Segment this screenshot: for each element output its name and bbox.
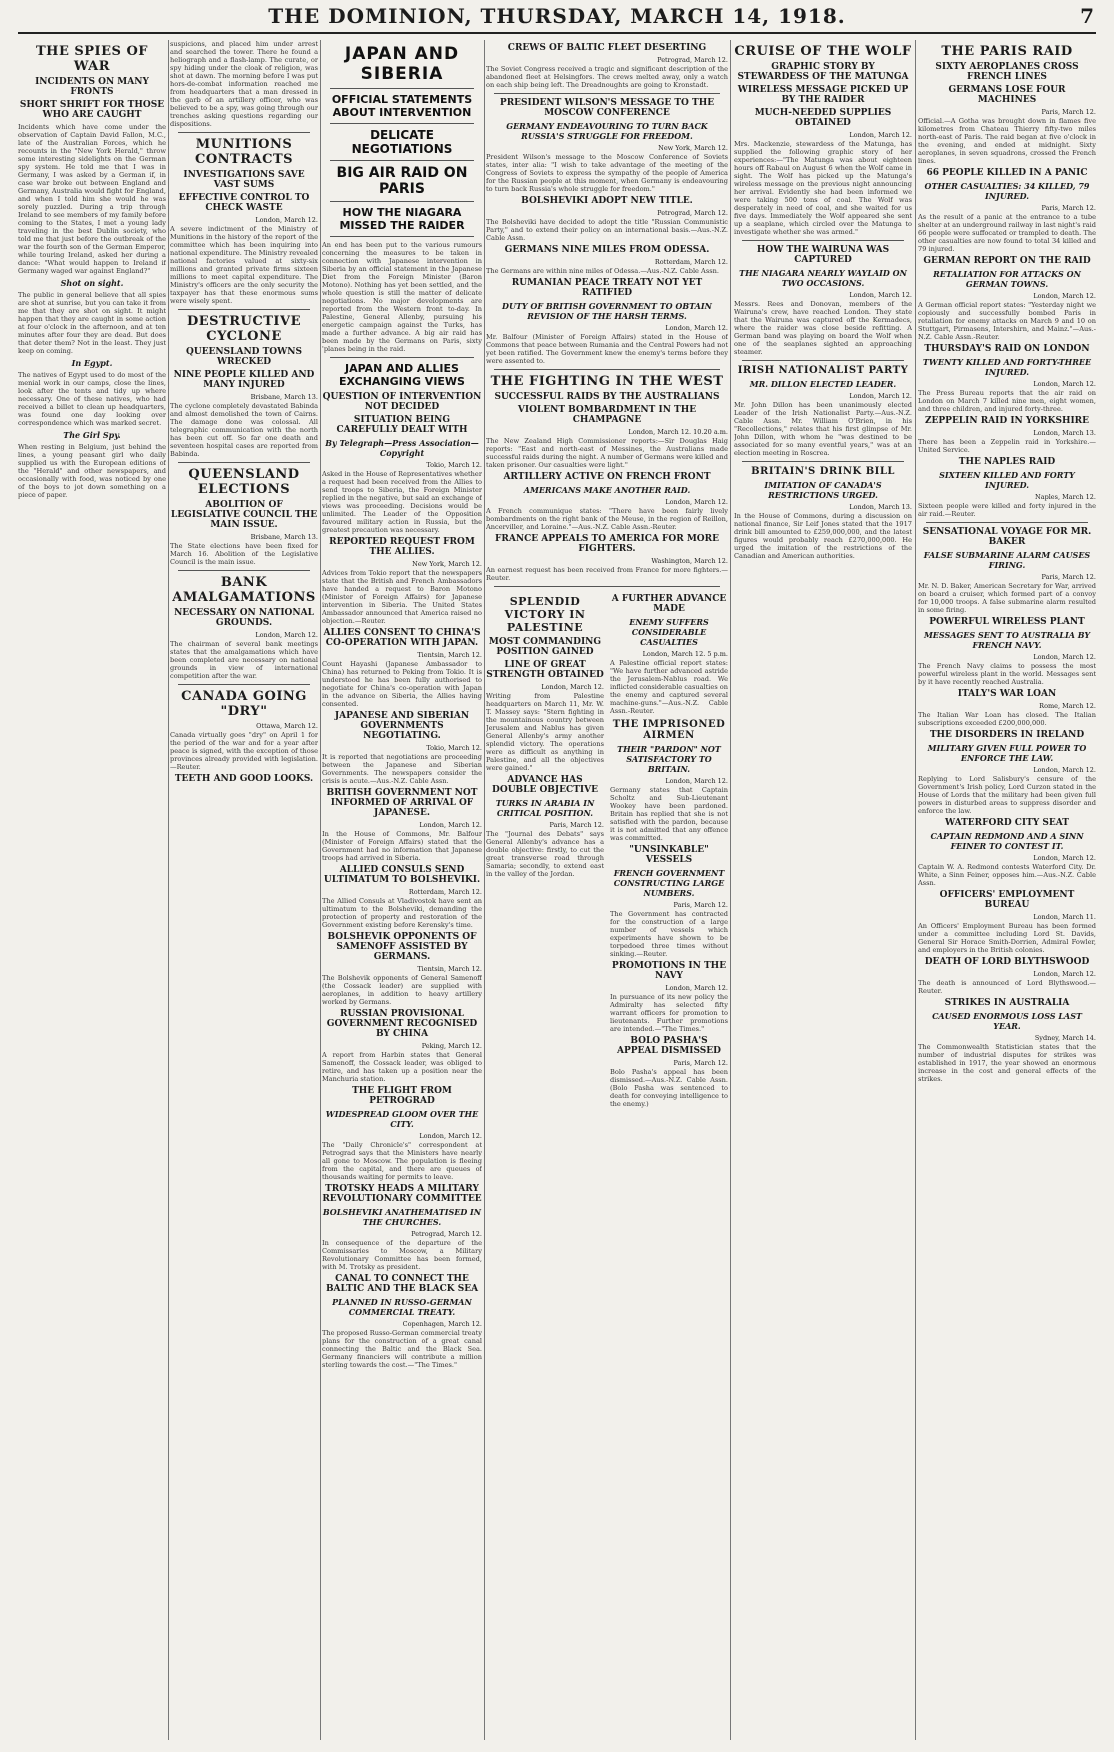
dateline: Tientsin, March 12. bbox=[417, 965, 482, 973]
article-body: A French communique states: "There have been fairly lively bombardments on the right bank of the Meuse, in the region of Reillon, Ancerviller, and Loraine."—Aus.-N.Z. Cable Assn.-Reuter. bbox=[486, 507, 728, 531]
dateline: Paris, March 12. bbox=[673, 901, 728, 909]
article-body: The Press Bureau reports that the air raid on London on March 7 killed nine men, eight women, and three children, and injured forty-three. bbox=[918, 389, 1096, 413]
article-subtitle: SIXTY AEROPLANES CROSS FRENCH LINES bbox=[935, 62, 1079, 82]
article-body: The Bolshevik opponents of General Samenoff (the Cossack leader) are supplied with aeroplanes, in addition to heavy artillery worked by Germans. bbox=[322, 974, 482, 1006]
article-title: THE IMPRISONED AIRMEN bbox=[612, 719, 726, 741]
section-heading: Shot on sight. bbox=[60, 278, 124, 288]
article-body: As the result of a panic at the entrance to a tube shelter at an underground railway in last night's raid 66 people were suffocated or trampled to death. The other casualties are now found to total 34 killed and 79 injured. bbox=[918, 213, 1096, 253]
article-subtitle: SITUATION BEING CAREFULLY DEALT WITH bbox=[336, 415, 468, 435]
column-3 bbox=[322, 40, 482, 1740]
article-body: An earnest request has been received from France for more fighters.—Reuter. bbox=[486, 566, 728, 582]
article-title: THE DISORDERS IN IRELAND bbox=[929, 730, 1085, 740]
column-1 bbox=[18, 40, 166, 1740]
article-body: In pursuance of its new policy the Admiralty has selected fifty warrant officers for promotion to lieutenants. Further promotions are intended.—"The Times." bbox=[610, 993, 728, 1033]
article-title: ITALY'S WAR LOAN bbox=[957, 689, 1057, 699]
dateline: Paris, March 12. bbox=[549, 821, 604, 829]
article-body: Captain W. A. Redmond contests Waterford City. Dr. White, a Sinn Feiner, opposes him.—Aus.-N.Z. Cable Assn. bbox=[918, 863, 1096, 887]
dateline: Paris, March 12. bbox=[1041, 204, 1096, 212]
article-title: THE FIGHTING IN THE WEST bbox=[490, 374, 724, 389]
article-title: DESTRUCTIVE CYCLONE bbox=[187, 314, 301, 344]
article-body: suspicions, and placed him under arrest and searched the tower. There he found a heliograph and a flash-lamp. The curate, or spy hiding under the cloak of religion, was shot at dawn. The morning before I was put hors-de-combat information reached me from headquarters that a man dressed in the garb of an artillery officer, who was believed to be a spy, was going through our trenches asking questions regarding our dispositions. bbox=[170, 40, 318, 128]
dateline: Washington, March 12. bbox=[651, 557, 728, 565]
article-body: The Allied Consuls at Vladivostok have sent an ultimatum to the Bolsheviki, demanding the protection of property and restoration of the Government existing before Kerensky's time. bbox=[322, 897, 482, 929]
dateline: London, March 12. bbox=[665, 777, 728, 785]
article-subtitle: ENEMY SUFFERS CONSIDERABLE CASUALTIES bbox=[629, 617, 709, 647]
article-subtitle: AMERICANS MAKE ANOTHER RAID. bbox=[523, 485, 691, 495]
dateline: London, March 12. bbox=[1033, 380, 1096, 388]
dateline: Rome, March 12. bbox=[1039, 702, 1096, 710]
article-body: Sixteen people were killed and forty injured in the air raid.—Reuter. bbox=[918, 502, 1096, 518]
article-body: In the House of Commons, Mr. Balfour (Minister of Foreign Affairs) stated that the Government had no information that Japanese troops had arrived in Siberia. bbox=[322, 830, 482, 862]
article-subtitle: TROTSKY HEADS A MILITARY REVOLUTIONARY COMMITTEE bbox=[322, 1184, 482, 1204]
dateline: London, March 12. bbox=[849, 392, 912, 400]
article-subtitle: FRENCH GOVERNMENT CONSTRUCTING LARGE NUMBERS. bbox=[613, 868, 725, 898]
article-body: The Soviet Congress received a tragic and significant description of the abandoned fleet at Helsingfors. The crews melted away, only a watch on each ship being left. The Dreadnoughts are going to Kronstadt. bbox=[486, 65, 728, 89]
article-body: Incidents which have come under the observation of Captain David Fallon, M.C., late of the Australian Forces, which he recounts in the "New York Herald," throw some interesting sidelights on the German spy system. He told me that I was in Germany, I was asked by a German if, in case war broke out between England and Germany, Australia would fight for England, and when I told him she would he was sorely puzzled. During a trip through Ireland to see members of my family before coming to the States, I met a young lady traveling in the best Dublin society, who told me that just before the outbreak of the war the fourth son of the German Emperor, while touring Ireland, asked her during a dance: "What would happen to Ireland if Germany waged war against England?" bbox=[18, 123, 166, 275]
column-divider bbox=[915, 40, 916, 1740]
dateline: London, March 12. bbox=[849, 291, 912, 299]
dateline: London, March 12. bbox=[1033, 653, 1096, 661]
article-subtitle: QUESTION OF INTERVENTION NOT DECIDED bbox=[322, 392, 482, 412]
article-body: The cyclone completely devastated Babinda and almost demolished the town of Cairns. The damage done was colossal. All telegraphic communication with the north has been cut off. So far one death and seventeen hospital cases are reported from Babinda. bbox=[170, 402, 318, 458]
column-6 bbox=[918, 40, 1096, 1740]
article-subtitle: CANAL TO CONNECT THE BALTIC AND THE BLACK SEA bbox=[325, 1274, 479, 1294]
article-body: In consequence of the departure of the Commissaries to Moscow, a Military Revolutionary Committee has been formed, with M. Trotsky as president. bbox=[322, 1239, 482, 1271]
dateline: London, March 12. 5 p.m. bbox=[642, 650, 728, 658]
dateline: Peking, March 12. bbox=[421, 1042, 482, 1050]
dateline: London, March 12. bbox=[1033, 766, 1096, 774]
two-col-block bbox=[486, 591, 728, 1111]
article-subtitle: ALLIES CONSENT TO CHINA'S CO-OPERATION WITH JAPAN. bbox=[323, 628, 481, 648]
column-divider bbox=[484, 40, 485, 1740]
article-title: THE PARIS RAID bbox=[941, 44, 1073, 59]
article-body: Advices from Tokio report that the newspapers state that the British and French Ambassadors have handed a request to Baron Motono (Minister of Foreign Affairs) for Japanese intervention in Siberia. The United States Ambassador announced that America raised no objection.—Reuter. bbox=[322, 569, 482, 625]
article-body: An end has been put to the various rumours concerning the measures to be taken in connection with Japanese intervention in Siberia by an official statement in the Japanese Diet from the Foreign Minister (Baron Motono). Nothing has yet been settled, and the whole question is still the matter of delicate negotiations. No major developments are reported from the Western front to-day. In Palestine, General Allenby, pursuing his energetic campaign against the Turks, has made a further advance. A big air raid has been made by the Germans on Paris, sixty 'planes being in the raid. bbox=[322, 241, 482, 353]
article-title: A FURTHER ADVANCE MADE bbox=[611, 594, 727, 614]
article-subtitle: SHORT SHRIFT FOR THOSE WHO ARE CAUGHT bbox=[19, 100, 165, 120]
article-body: The French Navy claims to possess the most powerful wireless plant in the world. Messages sent by it have recently reached Australia. bbox=[918, 662, 1096, 686]
article-subtitle: TEETH AND GOOD LOOKS. bbox=[174, 774, 314, 784]
article-subtitle: INVESTIGATIONS SAVE VAST SUMS bbox=[183, 170, 305, 190]
article-title: IRISH NATIONALIST PARTY bbox=[737, 365, 909, 376]
dateline: London, March 12. bbox=[541, 683, 604, 691]
dateline: Ottawa, March 12. bbox=[256, 722, 318, 730]
article-subtitle: TWENTY KILLED AND FORTY-THREE INJURED. bbox=[922, 357, 1092, 377]
article-body: The "Journal des Debats" says General Allenby's advance has a double objective: firstly, to cut the great transverse road through Samaria; secondly, to extend east in the valley of the Jordan. bbox=[486, 830, 604, 878]
column-4 bbox=[486, 40, 728, 1740]
article-subtitle: DUTY OF BRITISH GOVERNMENT TO OBTAIN REVISION OF THE HARSH TERMS. bbox=[502, 301, 712, 321]
dateline: London, March 13. bbox=[1033, 429, 1096, 437]
article-body: A German official report states: "Yesterday night we copiously and successfully bombed Paris in retaliation for enemy attacks on March 9 and 10 on Stuttgart, Pirmasens, Intershirn, and Mainz."—Aus.-N.Z. Cable Assn.-Reuter. bbox=[918, 301, 1096, 341]
article-body: The public in general believe that all spies are shot at sunrise, but you can take it from me that they are shot on sight. It might happen that they are caught in some action at four o'clock in the afternoon, and at ten minutes after four they are dead. But does that deter them? Not in the least. They just keep on coming. bbox=[18, 291, 166, 355]
dateline: London, March 12. bbox=[255, 216, 318, 224]
article-body: President Wilson's message to the Moscow Conference of Soviets states, inter alia: "I wish to take advantage of the meeting of the Congress of Soviets to express the sympathy of the people of America for the Russian people at this moment, when Germany is endeavouring to turn back Russia's whole struggle for freedom." bbox=[486, 153, 728, 193]
dateline: Petrograd, March 12. bbox=[411, 1230, 482, 1238]
article-subtitle: EFFECTIVE CONTROL TO CHECK WASTE bbox=[178, 193, 310, 213]
article-subtitle: ABOLITION OF LEGISLATIVE COUNCIL THE MAIN ISSUE. bbox=[170, 500, 318, 530]
article-subtitle: THE FLIGHT FROM PETROGRAD bbox=[352, 1086, 452, 1106]
article-subtitle: QUEENSLAND TOWNS WRECKED bbox=[186, 347, 302, 367]
masthead bbox=[18, 2, 1096, 34]
article-title: RUMANIAN PEACE TREATY NOT YET RATIFIED bbox=[511, 278, 703, 298]
article-subtitle: WIDESPREAD GLOOM OVER THE CITY. bbox=[325, 1109, 479, 1129]
masthead-title: THE DOMINION, THURSDAY, MARCH 14, 1918. bbox=[268, 4, 846, 28]
dateline: London, March 12. bbox=[665, 498, 728, 506]
article-title: ZEPPELIN RAID IN YORKSHIRE bbox=[924, 416, 1090, 426]
dateline: London, March 12. bbox=[419, 1132, 482, 1140]
article-title: GERMAN REPORT ON THE RAID bbox=[923, 256, 1091, 266]
article-title: PRESIDENT WILSON'S MESSAGE TO THE MOSCOW CONFERENCE bbox=[499, 98, 715, 118]
article-body: Writing from Palestine headquarters on March 11, Mr. W. T. Massey says: "Stern fighting in the mountainous country between Jerusalem and Nablus has given General Allenby's army another splendid victory. The operations were as difficult as anything in Palestine, and all the objectives were gained." bbox=[486, 692, 604, 772]
article-body: The Government has contracted for the construction of a large number of vessels which experiments have shown to be torpedoed three times without sinking.—Reuter. bbox=[610, 910, 728, 958]
column-divider bbox=[320, 40, 321, 1740]
dateline: Tokio, March 12. bbox=[426, 744, 482, 752]
dateline: London, March 12. bbox=[1033, 854, 1096, 862]
dateline: Brisbane, March 13. bbox=[250, 533, 318, 541]
article-subtitle: REPORTED REQUEST FROM THE ALLIES. bbox=[329, 537, 475, 557]
article-title: MUNITIONS CONTRACTS bbox=[194, 137, 294, 167]
article-title: WATERFORD CITY SEAT bbox=[945, 818, 1069, 828]
article-title: CRUISE OF THE WOLF bbox=[734, 44, 912, 59]
dateline: New York, March 12. bbox=[412, 560, 482, 568]
article-body: It is reported that negotiations are proceeding between the Japanese and Siberian Governments. The newspapers consider the crisis is acute.—Aus.-N.Z. Cable Assn. bbox=[322, 753, 482, 785]
dateline: London, March 12. bbox=[255, 631, 318, 639]
page-number: 7 bbox=[1080, 4, 1094, 28]
article-title: PROMOTIONS IN THE NAVY bbox=[611, 961, 727, 981]
dateline: London, March 11. bbox=[1033, 913, 1096, 921]
dateline: Naples, March 12. bbox=[1035, 493, 1096, 501]
article-subtitle: IMITATION OF CANADA'S RESTRICTIONS URGED. bbox=[764, 480, 882, 500]
article-body: Mr. John Dillon has been unanimously elected Leader of the Irish Nationalist Party.—Aus.-N.Z. Cable Assn. Mr. William O'Brien, in his "Recollections," relates that his first glimpse of Mr. John Dillon, with whom he "was destined to be associated for so many eventful years," was at an election meeting in Roscrea. bbox=[734, 401, 912, 457]
article-body: Replying to Lord Salisbury's censure of the Government's Irish policy, Lord Curzon stated in the House of Lords that the military had been given full powers in disturbed areas to suppress disorder and enforce the law. bbox=[918, 775, 1096, 815]
section-heading: In Egypt. bbox=[71, 358, 113, 368]
article-title: CANADA GOING "DRY" bbox=[181, 689, 307, 719]
article-title: ADVANCE HAS DOUBLE OBJECTIVE bbox=[492, 775, 598, 795]
article-title: THURSDAY'S RAID ON LONDON bbox=[924, 344, 1090, 354]
article-body: When resting in Belgium, just behind the lines, a young peasant girl who daily supplied us with the European editions of the "Herald" and other newspapers, and occasionally with food, was noticed by one of the boys to jot down something on a piece of paper. bbox=[18, 443, 166, 499]
column-5 bbox=[734, 40, 912, 1740]
article-title: OFFICERS' EMPLOYMENT BUREAU bbox=[939, 890, 1075, 910]
article-body: A severe indictment of the Ministry of Munitions in the history of the report of the committee which has been inquiring into national expenditure. The Ministry revealed national factories valued at sixty-six millions and granted private firms sixteen millions to meet capital expenditure. The Ministry's officers are the only security the taxpayer has that these enormous sums were wisely spent. bbox=[170, 225, 318, 305]
dateline: Copenhagen, March 12. bbox=[402, 1320, 482, 1328]
article-subtitle: SIXTEEN KILLED AND FORTY INJURED. bbox=[939, 470, 1075, 490]
article-subtitle: JAPANESE AND SIBERIAN GOVERNMENTS NEGOTIATING. bbox=[334, 711, 470, 741]
article-body: A Palestine official report states: "We have further advanced astride the Jerusalem-Nablus road. We inflicted considerable casualties on the enemy and captured several machine-guns."—Aus.-N.Z. Cable Assn.-Reuter. bbox=[610, 659, 728, 715]
article-title: BANK AMALGAMATIONS bbox=[172, 575, 316, 605]
article-title: POWERFUL WIRELESS PLANT bbox=[929, 617, 1085, 627]
article-title: FRANCE APPEALS TO AMERICA FOR MORE FIGHTERS. bbox=[495, 534, 719, 554]
article-title: HOW THE WAIRUNA WAS CAPTURED bbox=[756, 245, 890, 265]
article-subtitle: SUCCESSFUL RAIDS BY THE AUSTRALIANS bbox=[494, 392, 720, 402]
dateline: Petrograd, March 12. bbox=[657, 209, 728, 217]
article-subtitle: INCIDENTS ON MANY FRONTS bbox=[35, 77, 149, 97]
article-body: The Germans are within nine miles of Odessa.—Aus.-N.Z. Cable Assn. bbox=[486, 267, 719, 275]
article-subtitle: NECESSARY ON NATIONAL GROUNDS. bbox=[174, 608, 314, 628]
article-body: Germany states that Captain Scholtz and Sub-Lieutenant Wookey have been pardoned. Britain has replied that she is not satisfied with the pardon, because it is not admitted that any offence was committed. bbox=[610, 786, 728, 842]
article-subtitle: TURKS IN ARABIA IN CRITICAL POSITION. bbox=[495, 798, 595, 818]
article-subtitle: MUCH-NEEDED SUPPLIES OBTAINED bbox=[754, 108, 892, 128]
headline-deck: DELICATE NEGOTIATIONS bbox=[351, 128, 453, 156]
article-body: The Italian War Loan has closed. The Italian subscriptions exceeded £200,000,000. bbox=[918, 711, 1096, 727]
article-body: The New Zealand High Commissioner reports:—Sir Douglas Haig reports: "East and north-east of Messines, the Australians made successful raids during the night. A number of Germans were killed and taken prisoner. Our casualties were light." bbox=[486, 437, 728, 469]
article-body: Mr. Balfour (Minister of Foreign Affairs) stated in the House of Commons that peace between Rumania and the Central Powers had not yet been ratified. The Government knew the enemy's terms before they were assented to. bbox=[486, 333, 728, 365]
byline: By Telegraph—Press Association—Copyright bbox=[325, 438, 479, 458]
article-subtitle: LINE OF GREAT STRENGTH OBTAINED bbox=[486, 660, 604, 680]
article-subtitle: CAUSED ENORMOUS LOSS LAST YEAR. bbox=[932, 1011, 1082, 1031]
dateline: London, March 12. 10.20 a.m. bbox=[628, 428, 728, 436]
article-body: The State elections have been fixed for March 16. Abolition of the Legislative Council is the main issue. bbox=[170, 542, 318, 566]
article-body: Asked in the House of Representatives whether a request had been received from the Allies to send troops to Siberia, the Foreign Minister replied in the negative, but said an exchange of views was proceeding. Decisions would be unlimited. The Leader of the Opposition favoured military action in Russia, but the greatest precaution was necessary. bbox=[322, 470, 482, 534]
article-body: Mr. N. D. Baker, American Secretary for War, arrived on board a cruiser, which formed part of a convoy for 10,000 troops. A false submarine alarm resulted in some firing. bbox=[918, 582, 1096, 614]
article-title: THE SPIES OF WAR bbox=[35, 44, 148, 74]
article-subtitle: GRAPHIC STORY BY STEWARDESS OF THE MATUNGA bbox=[737, 62, 909, 82]
dateline: Tientsin, March 12. bbox=[417, 651, 482, 659]
article-title: BOLSHEVIKI ADOPT NEW TITLE. bbox=[521, 196, 693, 206]
article-title: DEATH OF LORD BLYTHSWOOD bbox=[924, 957, 1090, 967]
article-title: BOLO PASHA'S APPEAL DISMISSED bbox=[617, 1036, 721, 1056]
main-headline: JAPAN AND SIBERIA bbox=[344, 44, 460, 84]
headline-deck: BIG AIR RAID ON PARIS bbox=[336, 165, 468, 197]
article-body: There has been a Zeppelin raid in Yorkshire.—United Service. bbox=[918, 438, 1096, 454]
headline-deck: OFFICIAL STATEMENTS ABOUT INTERVENTION bbox=[331, 93, 473, 119]
article-title: ARTILLERY ACTIVE ON FRENCH FRONT bbox=[503, 472, 711, 482]
article-subtitle: MESSAGES SENT TO AUSTRALIA BY FRENCH NAVY. bbox=[923, 630, 1091, 650]
section-heading: The Girl Spy. bbox=[63, 430, 121, 440]
dateline: London, March 13. bbox=[849, 503, 912, 511]
dateline: London, March 12. bbox=[665, 324, 728, 332]
article-body: Official.—A Gotha was brought down in flames five kilometres from Chateau Thierry fifty-two miles north-east of Paris. The raid began at five o'clock in the evening, and ended at midnight. Sixty aeroplanes, in seven squadrons, crossed the French lines. bbox=[918, 117, 1096, 165]
article-body: The Commonwealth Statistician states that the number of industrial disputes for strikes was established in 1917, the year showed an enormous increase in the cost and general effects of the strikes. bbox=[918, 1043, 1096, 1083]
article-body: Messrs. Rees and Donovan, members of the Wairuna's crew, have reached London. They state that the Wairuna was captured off the Kermadecs, where the raider was close beside refitting. A German band was playing on board the Wolf when one of the seaplanes sighted an approaching steamer. bbox=[734, 300, 912, 356]
article-body: The chairman of several bank meetings states that the amalgamations which have been completed are necessary on national grounds in view of international competition after the war. bbox=[170, 640, 318, 680]
dateline: Rotterdam, March 12. bbox=[408, 888, 482, 896]
dateline: London, March 12. bbox=[419, 821, 482, 829]
article-body: A report from Harbin states that General Samenoff, the Cossack leader, was obliged to retire, and has taken up a position near the Manchuria station. bbox=[322, 1051, 482, 1083]
article-subtitle: GERMANS LOSE FOUR MACHINES bbox=[948, 85, 1066, 105]
article-subtitle: CAPTAIN REDMOND AND A SINN FEINER TO CONTEST IT. bbox=[930, 831, 1084, 851]
dateline: London, March 12. bbox=[849, 131, 912, 139]
dateline: Petrograd, March 12. bbox=[657, 56, 728, 64]
article-subtitle: THE NIAGARA NEARLY WAYLAID ON TWO OCCASIONS. bbox=[739, 268, 907, 288]
article-subtitle: MILITARY GIVEN FULL POWER TO ENFORCE THE LAW. bbox=[927, 743, 1087, 763]
article-subtitle: RETALIATION FOR ATTACKS ON GERMAN TOWNS. bbox=[933, 269, 1081, 289]
article-title: SPLENDID VICTORY IN PALESTINE bbox=[504, 595, 586, 634]
article-subtitle: RUSSIAN PROVISIONAL GOVERNMENT RECOGNISED BY CHINA bbox=[326, 1009, 478, 1039]
dateline: Paris, March 12. bbox=[1041, 573, 1096, 581]
article-body: An Officers' Employment Bureau has been formed under a committee including Lord St. Davids, General Sir Horace Smith-Dorrien, Admiral Fowler, and employers in the British colonies. bbox=[918, 922, 1096, 954]
article-body: The Bolsheviki have decided to adopt the title "Russian Communistic Party," and to extend their policy on an international basis.—Aus.-N.Z. Cable Assn. bbox=[486, 218, 728, 242]
article-subtitle: GERMANY ENDEAVOURING TO TURN BACK RUSSIA'S STRUGGLE FOR FREEDOM. bbox=[506, 121, 708, 141]
article-title: BRITAIN'S DRINK BILL bbox=[751, 466, 895, 477]
article-subtitle: MOST COMMANDING POSITION GAINED bbox=[488, 637, 602, 657]
dateline: London, March 12. bbox=[1033, 292, 1096, 300]
column-divider bbox=[168, 40, 169, 1740]
article-body: Count Hayashi (Japanese Ambassador to China) has returned to Peking from Tokio. It is understood he has been fully authorised to negotiate for China's co-operation with Japan in the advance on Siberia, the Allies having consented. bbox=[322, 660, 482, 708]
article-body: The proposed Russo-German commercial treaty plans for the construction of a great canal connecting the Baltic and the Black Sea. Germany financiers will contribute a million sterling towards the cost.—"The Times." bbox=[322, 1329, 482, 1369]
article-title: SENSATIONAL VOYAGE FOR MR. BAKER bbox=[922, 527, 1092, 547]
dateline: Paris, March 12. bbox=[1041, 108, 1096, 116]
article-body: Canada virtually goes "dry" on April 1 for the period of the war and for a year after peace is signed, with the exception of those provinces already provided with legislation.—Reuter. bbox=[170, 731, 318, 771]
article-subtitle: BOLSHEVIKI ANATHEMATISED IN THE CHURCHES. bbox=[322, 1207, 482, 1227]
dateline: New York, March 12. bbox=[658, 144, 728, 152]
dateline: Brisbane, March 13. bbox=[250, 393, 318, 401]
article-subtitle: PLANNED IN RUSSO-GERMAN COMMERCIAL TREATY. bbox=[332, 1297, 472, 1317]
sub-column bbox=[486, 591, 604, 1111]
column-2 bbox=[170, 40, 318, 1740]
article-body: The "Daily Chronicle's" correspondent at Petrograd says that the Ministers have nearly all gone to Moscow. The population is fleeing from the capital, and there are queues of thousands waiting for permits to leave. bbox=[322, 1141, 482, 1181]
article-subtitle: FALSE SUBMARINE ALARM CAUSES FIRING. bbox=[923, 550, 1091, 570]
dateline: Tokio, March 12. bbox=[426, 461, 482, 469]
dateline: London, March 12. bbox=[1033, 970, 1096, 978]
article-title: CREWS OF BALTIC FLEET DESERTING bbox=[507, 43, 707, 53]
headline-deck: JAPAN AND ALLIES EXCHANGING VIEWS bbox=[339, 362, 465, 388]
article-subtitle: ALLIED CONSULS SEND ULTIMATUM TO BOLSHEVIKI. bbox=[323, 865, 481, 885]
article-title: "UNSINKABLE" VESSELS bbox=[629, 845, 709, 865]
article-body: The death is announced of Lord Blythswood.—Reuter. bbox=[918, 979, 1096, 995]
dateline: London, March 12. bbox=[665, 984, 728, 992]
article-subtitle: NINE PEOPLE KILLED AND MANY INJURED bbox=[173, 370, 315, 390]
dateline: Sydney, March 14. bbox=[1034, 1034, 1096, 1042]
column-divider bbox=[730, 40, 731, 1740]
headline-deck: HOW THE NIAGARA MISSED THE RAIDER bbox=[339, 206, 465, 232]
article-body: The natives of Egypt used to do most of the menial work in our camps, close the lines, look after the tents and tidy up where necessary. One of these natives, who had received a billet to clean up headquarters, was found one day looking over correspondence which was marked secret. bbox=[18, 371, 166, 427]
dateline: Paris, March 12. bbox=[673, 1059, 728, 1067]
article-subtitle: OTHER CASUALTIES: 34 KILLED, 79 INJURED. bbox=[924, 181, 1090, 201]
article-title: THE NAPLES RAID bbox=[958, 457, 1056, 467]
article-title: 66 PEOPLE KILLED IN A PANIC bbox=[926, 168, 1088, 178]
article-subtitle: THEIR "PARDON" NOT SATISFACTORY TO BRITAIN. bbox=[617, 744, 721, 774]
article-title: GERMANS NINE MILES FROM ODESSA. bbox=[504, 245, 710, 255]
article-body: In the House of Commons, during a discussion on national finance, Sir Leif Jones stated that the 1917 drink bill amounted to £259,000,000, and the latest figures would probably reach £270,000,000. He urged the imitation of the restrictions of the Canadian and American authorities. bbox=[734, 512, 912, 560]
article-subtitle: MR. DILLON ELECTED LEADER. bbox=[749, 379, 897, 389]
article-subtitle: WIRELESS MESSAGE PICKED UP BY THE RAIDER bbox=[737, 85, 909, 105]
article-title: QUEENSLAND ELECTIONS bbox=[188, 467, 300, 497]
sub-column bbox=[610, 591, 728, 1111]
dateline: Rotterdam, March 12. bbox=[654, 258, 728, 266]
article-subtitle: VIOLENT BOMBARDMENT IN THE CHAMPAGNE bbox=[517, 405, 697, 425]
article-subtitle: BRITISH GOVERNMENT NOT INFORMED OF ARRIVAL OF JAPANESE. bbox=[326, 788, 478, 818]
article-body: Bolo Pasha's appeal has been dismissed.—Aus.-N.Z. Cable Assn. (Bolo Pasha was sentenced to death for conveying intelligence to the enemy.) bbox=[610, 1068, 728, 1108]
article-body: Mrs. Mackenzie, stewardess of the Matunga, has supplied the following graphic story of her experiences:—"The Matunga was about eighteen hours off Rabaul on August 6 when the Wolf came in sight. The Wolf has picked up the Matunga's wireless message on the previous night announcing her arrival. Evidently she had been informed we were taking 500 tons of coal. The Wolf was desperately in need of coal, and she waited for us five days. Immediately the Wolf appeared she sent up a seaplane, which circled over the Matunga to investigate whether she was armed." bbox=[734, 140, 912, 236]
article-title: STRIKES IN AUSTRALIA bbox=[944, 998, 1070, 1008]
article-subtitle: BOLSHEVIK OPPONENTS OF SAMENOFF ASSISTED BY GERMANS. bbox=[327, 932, 477, 962]
